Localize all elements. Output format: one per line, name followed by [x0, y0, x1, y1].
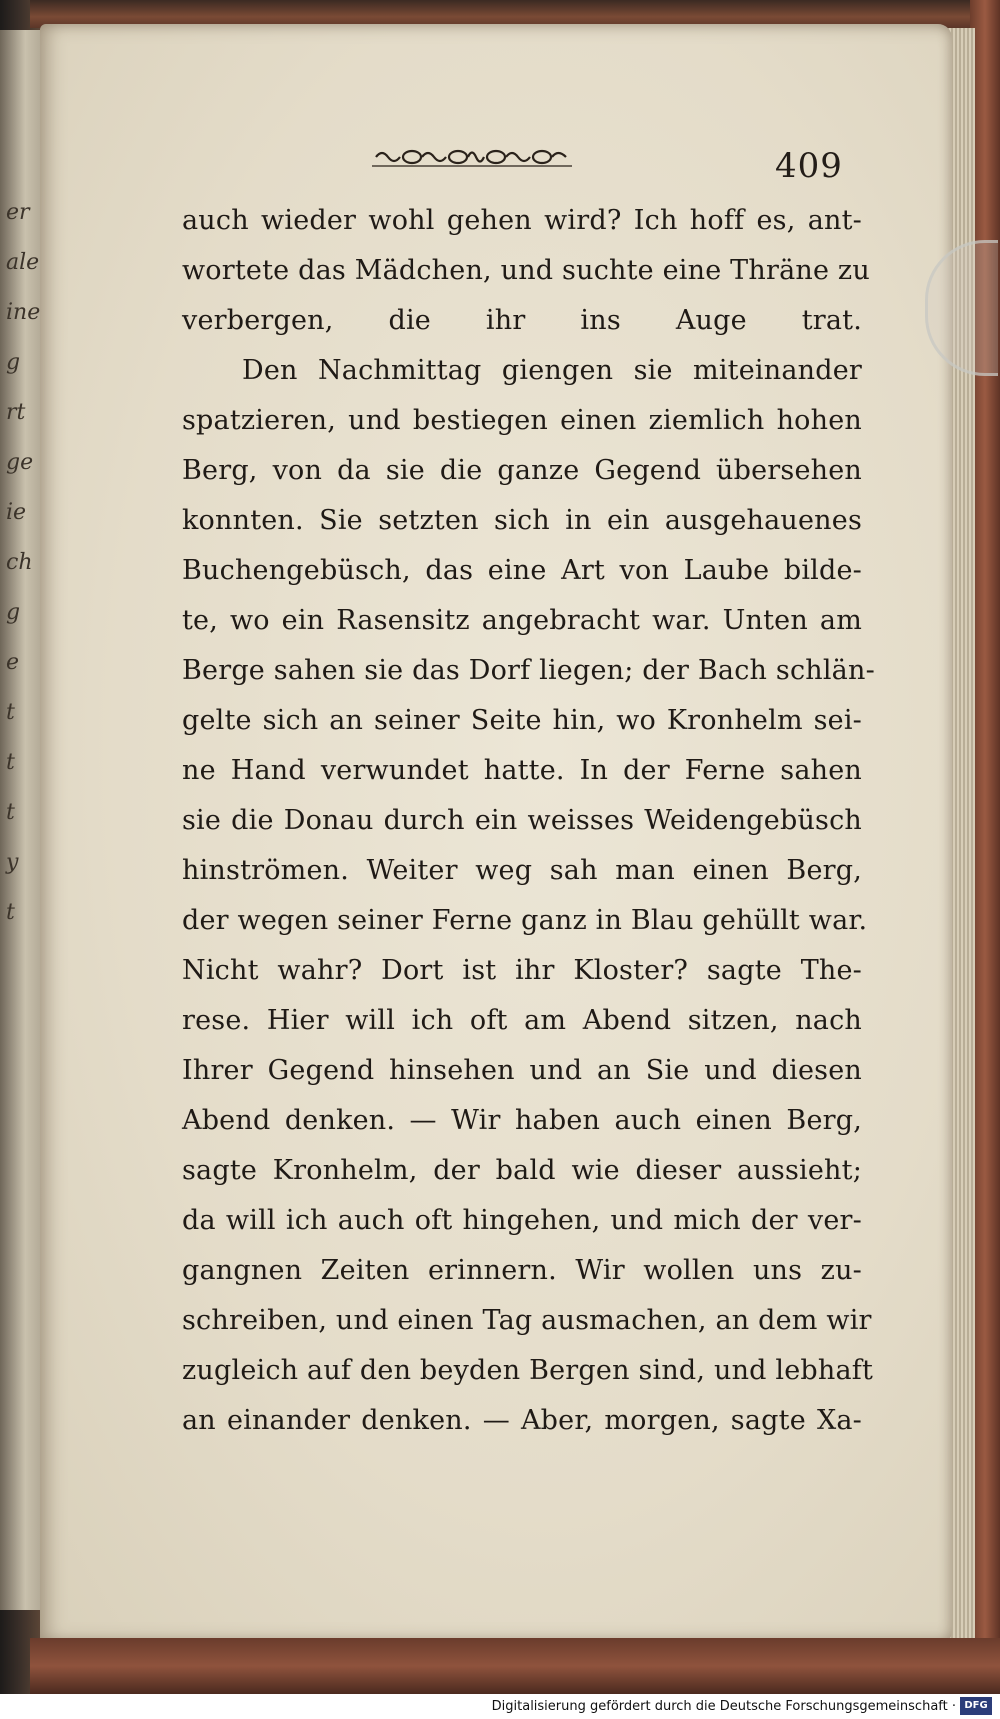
facing-page-fragment: g: [6, 350, 21, 375]
facing-page-fragment: ale: [6, 250, 40, 275]
header-ornament-icon: [372, 146, 572, 168]
text-line: zugleich auf den beyden Bergen sind, und lebhaft: [182, 1355, 874, 1386]
text-line: rese. Hier will ich oft am Abend sitzen, nach: [182, 1005, 862, 1036]
text-line: konnten. Sie setzten sich in ein ausgehauenes: [182, 505, 862, 536]
facing-page-fragment: e: [6, 650, 20, 675]
facing-page-fragment: er: [6, 200, 30, 225]
facing-page-fragment: t: [6, 750, 15, 775]
text-line: gelte sich an seiner Seite hin, wo Kronhelm sei-: [182, 705, 862, 736]
text-line: gangnen Zeiten erinnern. Wir wollen uns zu-: [182, 1255, 862, 1286]
facing-page-fragment: ge: [6, 450, 34, 475]
text-line: schreiben, und einen Tag ausmachen, an dem wir: [182, 1305, 872, 1336]
facing-page-fragment: ie: [6, 500, 27, 525]
facing-page-fragment: y: [6, 850, 19, 875]
text-line: spatzieren, und bestiegen einen ziemlich hohen: [182, 405, 862, 436]
page-number: 409: [775, 146, 843, 186]
facing-page-fragment: t: [6, 900, 15, 925]
text-line: an einander denken. — Aber, morgen, sagte Xa-: [182, 1405, 862, 1436]
facing-page-fragment: t: [6, 800, 15, 825]
facing-page-fragment: g: [6, 600, 21, 625]
facing-page-fragment: t: [6, 700, 15, 725]
text-line: te, wo ein Rasensitz angebracht war. Unten am: [182, 605, 862, 636]
body-text: [182, 196, 875, 1446]
text-line: Nicht wahr? Dort ist ihr Kloster? sagte The-: [182, 955, 862, 986]
text-line: Buchengebüsch, das eine Art von Laube bilde-: [182, 555, 862, 586]
book-page: [40, 24, 952, 1642]
text-line: sie die Donau durch ein weisses Weidengebüsch: [182, 805, 862, 836]
book-cover-bottom-edge: [30, 1638, 1000, 1694]
facing-page-edge: [0, 30, 44, 1610]
text-line: wortete das Mädchen, und suchte eine Thräne zu: [182, 255, 870, 286]
facing-page-fragment: rt: [6, 400, 26, 425]
text-line: der wegen seiner Ferne ganz in Blau gehüllt war.: [182, 905, 868, 936]
text-line: Berge sahen sie das Dorf liegen; der Bach schlän-: [182, 655, 875, 686]
text-line: auch wieder wohl gehen wird? Ich hoff es, ant-: [182, 205, 862, 236]
text-line: da will ich auch oft hingehen, und mich der ver-: [182, 1205, 862, 1236]
text-line: Berg, von da sie die ganze Gegend übersehen: [182, 455, 862, 486]
text-line: ne Hand verwundet hatte. In der Ferne sahen: [182, 755, 862, 786]
text-line: Den Nachmittag giengen sie miteinander: [242, 355, 862, 386]
digitization-credit: Digitalisierung gefördert durch die Deutsche Forschungsgemeinschaft ·: [491, 1699, 956, 1714]
text-line: Abend denken. — Wir haben auch einen Berg,: [182, 1105, 862, 1136]
text-line: hinströmen. Weiter weg sah man einen Berg,: [182, 855, 862, 886]
dfg-logo: DFG: [960, 1697, 992, 1715]
text-line: verbergen, die ihr ins Auge trat.: [182, 305, 862, 336]
text-line: sagte Kronhelm, der bald wie dieser aussieht;: [182, 1155, 862, 1186]
facing-page-fragment: ine: [6, 300, 41, 325]
text-line: Ihrer Gegend hinsehen und an Sie und diesen: [182, 1055, 862, 1086]
facing-page-fragment: ch: [6, 550, 33, 575]
